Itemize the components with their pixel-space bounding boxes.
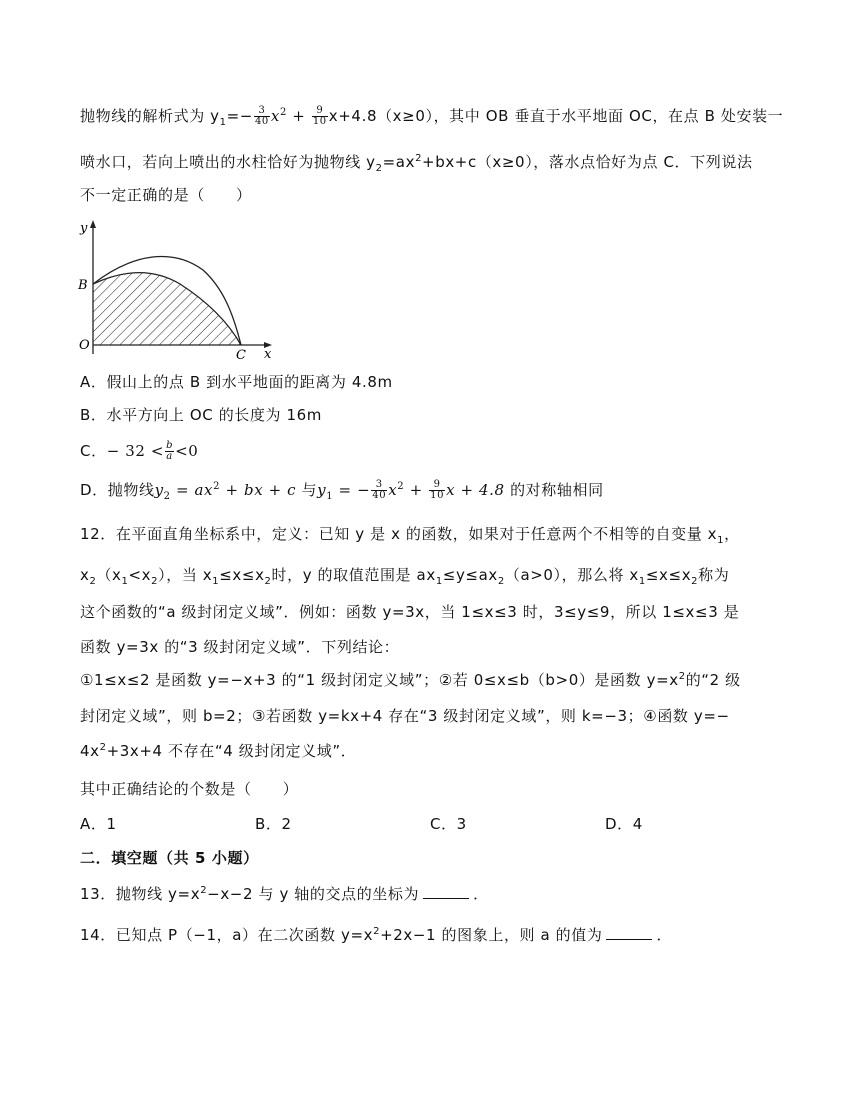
q11-text: =ax (382, 153, 416, 171)
q12-line-6 (80, 706, 730, 726)
math-expr: = − (333, 481, 371, 499)
q14-text: 14．已知点 P（−1，a）在二次函数 y=x (80, 926, 374, 944)
superscript: 2 (397, 481, 405, 492)
option-d-text: 与 (296, 481, 318, 499)
q12-text: 4x (80, 742, 100, 760)
fraction-denominator: 10 (430, 490, 445, 501)
q11-text: 不一定正确的是（ ） (80, 186, 252, 204)
q14-text: +2x−1 的图象上，则 a 的值为 (380, 926, 603, 944)
label-c: C (236, 348, 246, 360)
subscript: 2 (264, 576, 272, 587)
superscript: 2 (99, 742, 107, 753)
q12-text: 其中正确结论的个数是（ ） (80, 780, 299, 798)
q11-line-1 (80, 106, 783, 127)
label-x: x (264, 347, 272, 360)
q12-text: 这个函数的“a 级封闭定义域”．例如：函数 y=3x，当 1≤x≤3 时，3≤y≤9，所以 1≤x≤3 是 (80, 603, 740, 621)
subscript: 2 (497, 576, 505, 587)
q13-answer-blank[interactable] (423, 884, 469, 899)
q12-choice-c (430, 814, 467, 834)
fraction-numerator: b (166, 440, 174, 451)
math-expr: + bx + c (220, 481, 297, 499)
parabola-figure (78, 218, 278, 360)
q12-text: ≤x≤x (219, 566, 265, 584)
subscript: 1 (717, 535, 725, 546)
q13-text: ． (473, 885, 489, 903)
q11-line-2 (80, 152, 753, 172)
q11-option-a (80, 372, 393, 392)
q12-choice-b (255, 814, 292, 834)
q12-text: ①1≤x≤2 是函数 y=−x+3 的“1 级封闭定义域”；②若 0≤x≤b（b>0）是函数 y=x (80, 671, 679, 689)
math-op: + (286, 107, 311, 125)
q12-text: 12．在平面直角坐标系中，定义：已知 y 是 x 的函数，如果对于任意两个不相等的自变量 x (80, 525, 718, 543)
fraction-numerator: 9 (312, 106, 328, 117)
q11-option-b (80, 405, 322, 425)
math-op: + (404, 481, 429, 499)
y-axis-arrow-icon (90, 220, 96, 228)
subscript: 2 (89, 576, 97, 587)
q13 (80, 884, 489, 904)
q14 (80, 925, 672, 945)
fraction-denominator: 40 (372, 490, 387, 501)
math-var: y (317, 481, 327, 499)
subscript: 1 (326, 491, 334, 502)
superscript: 2 (200, 885, 208, 896)
choice-text: A．1 (80, 815, 117, 833)
q14-text: ． (656, 926, 673, 944)
q11-line-3 (80, 185, 252, 205)
option-b-text: B．水平方向上 OC 的长度为 16m (80, 406, 322, 424)
section-title (80, 848, 259, 868)
subscript: 2 (691, 576, 699, 587)
fraction-denominator: a (166, 451, 173, 462)
q12-text: ），当 x (158, 566, 213, 584)
choice-text: C．3 (430, 815, 467, 833)
q12-text: 时，y 的取值范围是 ax (271, 566, 436, 584)
q12-choice-d (605, 814, 643, 834)
option-d-label: D．抛物线 (80, 481, 155, 499)
q12-text: 函数 y=3x 的“3 级封闭定义域”．下列结论： (80, 638, 400, 656)
q13-text: −x−2 与 y 轴的交点的坐标为 (207, 885, 420, 903)
fraction-numerator: 9 (429, 480, 445, 491)
math-expr: x + 4.8 (446, 481, 505, 499)
fraction (371, 480, 387, 501)
q12-line-4 (80, 637, 399, 657)
fraction (165, 441, 174, 462)
option-a-text: A．假山上的点 B 到水平地面的距离为 4.8m (80, 373, 393, 391)
fraction-numerator: 3 (371, 480, 387, 491)
superscript: 2 (415, 153, 423, 164)
superscript: 2 (678, 671, 686, 682)
q12-line-7 (80, 741, 356, 761)
math-var: x (270, 107, 280, 125)
section-title-text: 二．填空题（共 5 小题） (80, 849, 259, 867)
choice-text: B．2 (255, 815, 292, 833)
q12-line-3 (80, 602, 739, 622)
q12-text: ≤x≤x (645, 566, 692, 584)
fraction-denominator: 10 (312, 116, 327, 127)
fraction-numerator: 3 (254, 106, 270, 117)
q11-text: =− (226, 107, 253, 125)
q11-option-d (80, 480, 604, 501)
math-var: x (388, 481, 398, 499)
q14-answer-blank[interactable] (606, 925, 652, 940)
q11-text: 抛物线的解析式为 y (80, 107, 220, 125)
label-o: O (79, 338, 90, 353)
choice-text: D．4 (605, 815, 643, 833)
fraction-denominator: 40 (254, 116, 269, 127)
q11-text: 喷水口，若向上喷出的水柱恰好为抛物线 y (80, 153, 376, 171)
q12-line-2 (80, 565, 729, 585)
subscript: 1 (121, 576, 129, 587)
option-c-label: C． (80, 442, 107, 460)
q12-text: +3x+4 不存在“4 级封闭定义域”． (106, 742, 357, 760)
q12-text: （a>0），那么将 x (504, 566, 639, 584)
fraction (254, 106, 270, 127)
subscript: 1 (638, 576, 646, 587)
q12-text: <x (128, 566, 152, 584)
q12-line-5 (80, 670, 741, 690)
subscript: 1 (435, 576, 443, 587)
math-var: y (154, 481, 164, 499)
subscript: 2 (375, 163, 383, 174)
q11-text: +bx+c（x≥0），落水点恰好为点 C．下列说法 (422, 153, 753, 171)
q12-text: ， (724, 525, 740, 543)
q12-text: 称为 (698, 566, 730, 584)
subscript: 1 (212, 576, 220, 587)
superscript: 2 (279, 107, 287, 118)
label-b: B (78, 278, 88, 293)
label-y: y (80, 221, 88, 236)
subscript: 2 (163, 491, 171, 502)
q12-text: （x (96, 566, 122, 584)
hatched-region (93, 273, 241, 345)
q12-line-1 (80, 524, 740, 544)
q12-text: 封闭定义域”，则 b=2；③若函数 y=kx+4 存在“3 级封闭定义域”，则 k=−3；④函数 y=− (80, 707, 730, 725)
fraction (429, 480, 445, 501)
q12-text: ≤y≤ax (442, 566, 498, 584)
fraction (312, 106, 328, 127)
q12-line-8 (80, 779, 298, 799)
subscript: 1 (219, 117, 227, 128)
q12-text: 的“2 级 (685, 671, 741, 689)
q12-choice-a (80, 814, 117, 834)
q11-text: x+4.8（x≥0），其中 OB 垂直于水平地面 OC，在点 B 处安装一 (328, 107, 784, 125)
superscript: 2 (373, 926, 381, 937)
superscript: 2 (213, 481, 221, 492)
q13-text: 13．抛物线 y=x (80, 885, 201, 903)
subscript: 2 (151, 576, 159, 587)
math-expr: <0 (175, 442, 199, 460)
math-expr: = ax (170, 481, 214, 499)
option-d-text: 的对称轴相同 (504, 481, 604, 499)
q11-option-c (80, 441, 198, 462)
math-expr: − 32 < (106, 442, 165, 460)
q12-text: x (80, 566, 90, 584)
